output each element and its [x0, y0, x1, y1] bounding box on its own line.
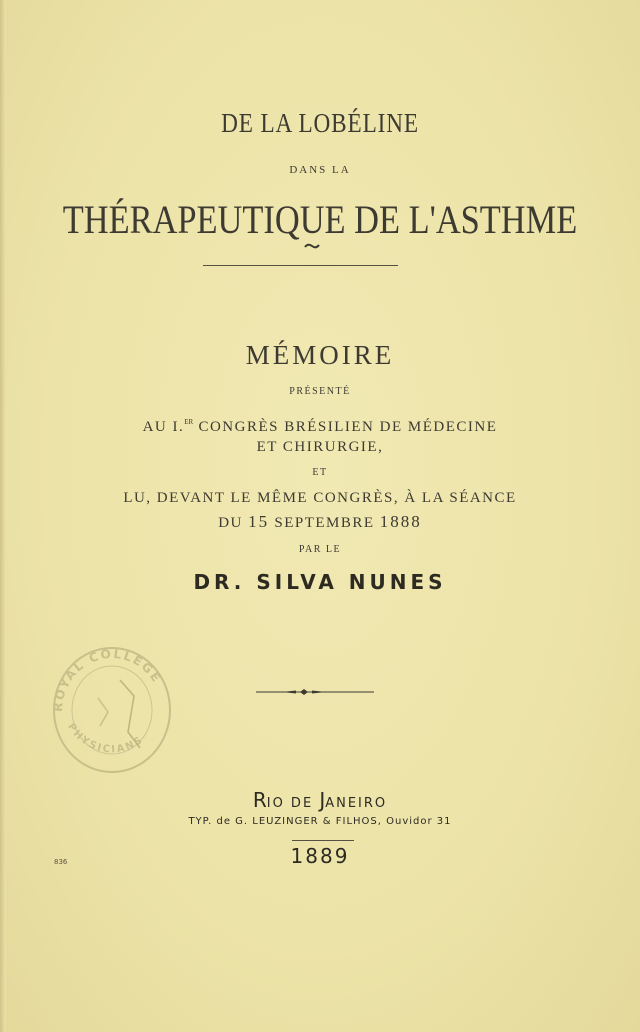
congress-name: CONGRÈS BRÉSILIEN DE MÉDECINE: [198, 419, 498, 435]
date-day: 15: [248, 512, 270, 531]
congress-line-2: ET CHIRURGIE,: [256, 439, 384, 455]
title-line-2: THÉRAPEUTIQUE DE L'ASTHME: [62, 197, 578, 242]
reading-line: LU, DEVANT LE MÊME CONGRÈS, À LA SÉANCE: [123, 490, 517, 506]
title-connector: DANS LA: [289, 164, 351, 176]
date-year: 1888: [379, 512, 422, 531]
printer-line: TYP. de G. LEUZINGER & FILHOS, Ouvidor 31: [188, 816, 452, 827]
publication-place: [0, 788, 640, 812]
title-line-1: DE LA LOBÉLINE: [221, 108, 419, 138]
publication-year: 1889: [290, 844, 350, 868]
congress-prefix: AU I.: [142, 419, 185, 435]
congress-line: [0, 418, 640, 436]
shelf-mark: 836: [54, 858, 68, 866]
tilde-ornament-icon: [304, 242, 320, 250]
svg-text:ROYAL COLLEGE: ROYAL COLLEGE: [50, 646, 165, 713]
svg-text:PHYSICIANS: PHYSICIANS: [65, 721, 146, 756]
et-label: ET: [312, 467, 328, 478]
title-rule: [203, 265, 398, 266]
date-line: [0, 512, 640, 532]
library-stamp-icon: [48, 640, 176, 774]
par-le-label: PAR LE: [298, 544, 342, 555]
presente-label: PRÉSENTÉ: [289, 386, 351, 397]
date-prefix: DU: [218, 515, 243, 531]
year-rule: [292, 840, 354, 841]
date-month: SEPTEMBRE: [274, 515, 375, 531]
memoire-heading: MÉMOIRE: [245, 340, 395, 370]
printer-ornament-rule: [0, 688, 640, 696]
place-initial-j: J: [319, 788, 326, 812]
place-word-2: ANEIRO: [325, 796, 388, 811]
place-word-1: IO DE: [266, 796, 314, 811]
author-name: DR. SILVA NUNES: [193, 570, 447, 594]
congress-superscript: ER: [184, 418, 194, 426]
place-initial-r: R: [252, 788, 267, 812]
